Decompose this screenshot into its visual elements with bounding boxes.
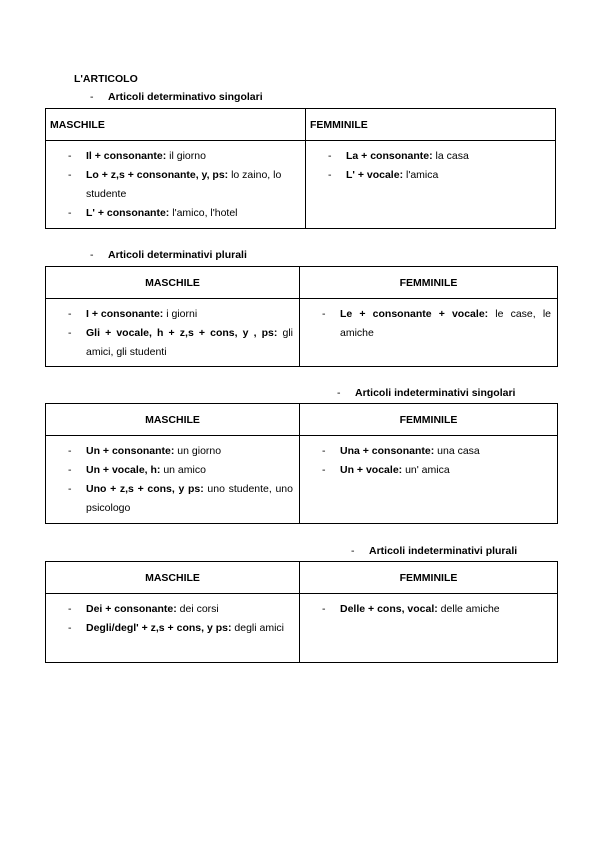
cell-femminile [300, 594, 558, 663]
list-item: - Delle + cons, vocal: delle amiche [322, 603, 500, 615]
cell-maschile [46, 141, 306, 229]
cell-maschile [46, 436, 300, 524]
cell-femminile [300, 299, 558, 367]
table-indet-plur [45, 561, 558, 663]
list-item: - Un + vocale, h: un amico [68, 464, 206, 476]
section-heading-det-sing: - Articoli determinativo singolari [90, 91, 263, 103]
header-femminile: FEMMINILE [300, 404, 558, 436]
table-indet-sing [45, 403, 558, 524]
header-femminile: FEMMINILE [300, 562, 558, 594]
section-heading-indet-sing: - Articoli indeterminativi singolari [337, 387, 516, 399]
list-item: - I + consonante: i giorni [68, 308, 198, 320]
cell-maschile [46, 594, 300, 663]
header-maschile: MASCHILE [46, 562, 300, 594]
header-maschile: MASCHILE [46, 267, 300, 299]
cell-femminile [300, 436, 558, 524]
header-femminile: FEMMINILE [300, 267, 558, 299]
list-item: - Una + consonante: una casa [322, 445, 480, 457]
list-item: - Un + consonante: un giorno [68, 445, 222, 457]
list-item: - L' + consonante: l'amico, l'hotel [68, 207, 238, 219]
list-item: - Lo + z,s + consonante, y, ps: lo zaino, lo studente [68, 169, 282, 200]
cell-femminile [306, 141, 556, 229]
list-item: - La + consonante: la casa [328, 150, 469, 162]
list-item: - Gli + vocale, h + z,s + cons, y , ps: gli amici, gli studenti [68, 327, 293, 358]
list-item: - Dei + consonante: dei corsi [68, 603, 219, 615]
cell-maschile [46, 299, 300, 367]
header-maschile: MASCHILE [46, 404, 300, 436]
list-item: - Uno + z,s + cons, y ps: uno studente, uno psicologo [68, 483, 293, 514]
heading-bullet: - [90, 91, 94, 103]
header-maschile: MASCHILE [46, 109, 306, 141]
list-item: - Un + vocale: un' amica [322, 464, 450, 476]
section-heading-indet-plur: - Articoli indeterminativi plurali [351, 545, 518, 557]
table-det-plur [45, 266, 558, 367]
page-title: L'ARTICOLO [74, 73, 138, 85]
list-item: - Le + consonante + vocale: le case, le amiche [322, 308, 551, 339]
list-item: - L' + vocale: l'amica [328, 169, 439, 181]
table-det-sing [45, 108, 556, 229]
header-femminile: FEMMINILE [306, 109, 556, 141]
list-item: - Degli/degl' + z,s + cons, y ps: degli amici [68, 622, 284, 634]
section-heading-det-plur: - Articoli determinativi plurali [90, 249, 247, 261]
list-item: - Il + consonante: il giorno [68, 150, 206, 162]
